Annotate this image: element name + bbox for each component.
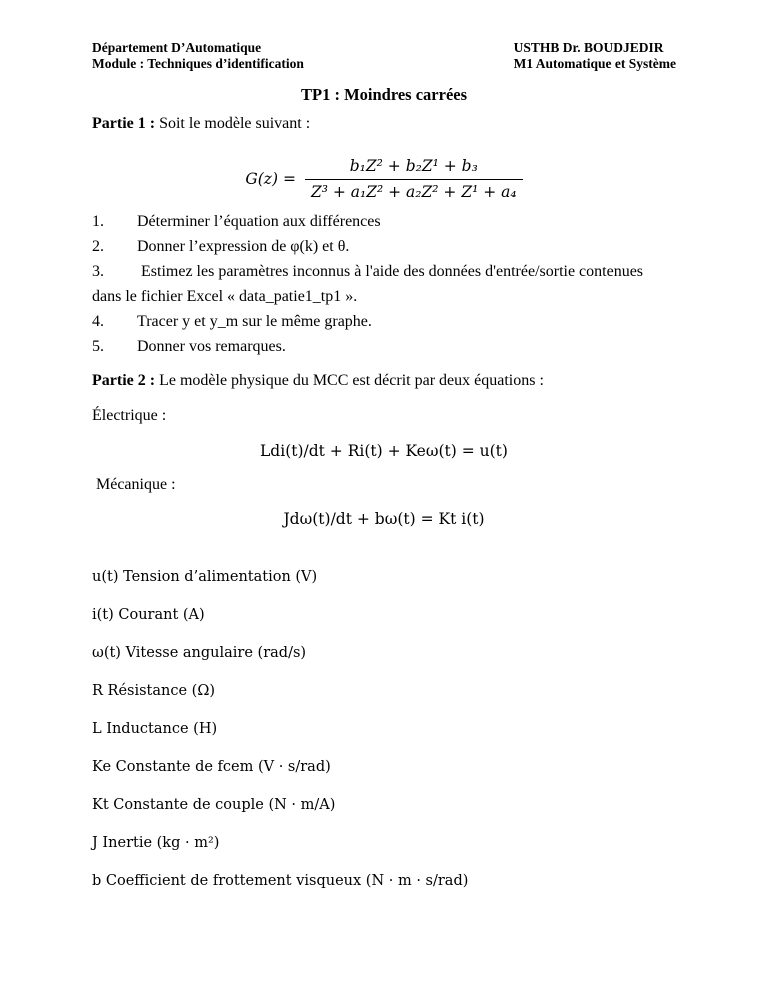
electrical-equation: Ldi(t)/dt + Ri(t) + Keω(t) = u(t) (260, 441, 508, 460)
question-text: Tracer y et y_m sur le même graphe. (137, 313, 372, 331)
module-line: Module : Techniques d’identification (92, 56, 304, 71)
variable-r: R Résistance (Ω) (92, 682, 216, 699)
question-text: Donner l’expression de φ(k) et θ. (137, 238, 350, 256)
question-number: 3. (92, 263, 104, 281)
part1-intro-text: Soit le modèle suivant : (159, 114, 311, 132)
question-number: 2. (92, 238, 104, 256)
question-list (92, 209, 676, 359)
part1-label: Partie 1 : (92, 114, 156, 132)
formula-fraction (305, 157, 523, 201)
variable-j: J Inertie (kg · m²) (92, 834, 220, 851)
transfer-function-formula (92, 157, 676, 201)
header-right-block (514, 40, 676, 72)
variable-l: L Inductance (H) (92, 720, 218, 737)
question-number: 5. (92, 338, 104, 356)
part2-intro-text: Le modèle physique du MCC est décrit par deux équations : (159, 372, 544, 390)
variables-list (92, 567, 676, 891)
question-text: Donner vos remarques. (137, 338, 286, 356)
variable-ke: Ke Constante de fcem (V · s/rad) (92, 758, 331, 775)
department-line: Département D’Automatique (92, 40, 262, 55)
formula-lhs: G(z) = (245, 169, 296, 188)
question-item-2 (92, 234, 676, 259)
mechanical-label: Mécanique : (96, 476, 176, 494)
variable-omega: ω(t) Vitesse angulaire (rad/s) (92, 644, 307, 661)
part2-label: Partie 2 : (92, 372, 156, 390)
formula-denominator: Z³ + a₁Z² + a₂Z² + Z¹ + a₄ (310, 182, 517, 201)
question-item-4 (92, 309, 676, 334)
header-left-block (92, 40, 304, 72)
question-text: Déterminer l’équation aux différences (137, 213, 381, 231)
document-title: TP1 : Moindres carrées (300, 85, 468, 104)
mechanical-equation: Jdω(t)/dt + bω(t) = Kt i(t) (283, 510, 485, 529)
question-item-3 (92, 259, 676, 309)
question-item-5 (92, 334, 676, 359)
electrical-label: Électrique : (92, 407, 167, 425)
program-line: M1 Automatique et Système (513, 56, 676, 71)
university-line: USTHB Dr. BOUDJEDIR (513, 40, 664, 55)
question-text: Estimez les paramètres inconnus à l'aide des données d'entrée/sortie contenues dans le fichier Excel « data_patie1_tp1 ». (92, 263, 644, 306)
document-header (92, 40, 676, 72)
question-number: 1. (92, 213, 104, 231)
question-item-1 (92, 209, 676, 234)
variable-i: i(t) Courant (A) (92, 606, 205, 623)
question-number: 4. (92, 313, 104, 331)
variable-u: u(t) Tension d’alimentation (V) (92, 568, 318, 585)
part1-intro (92, 114, 676, 133)
formula-numerator: b₁Z² + b₂Z¹ + b₃ (305, 157, 523, 180)
variable-kt: Kt Constante de couple (N · m/A) (92, 796, 336, 813)
part2-intro (92, 371, 676, 390)
variable-b: b Coefficient de frottement visqueux (N · m · s/rad) (92, 872, 469, 889)
